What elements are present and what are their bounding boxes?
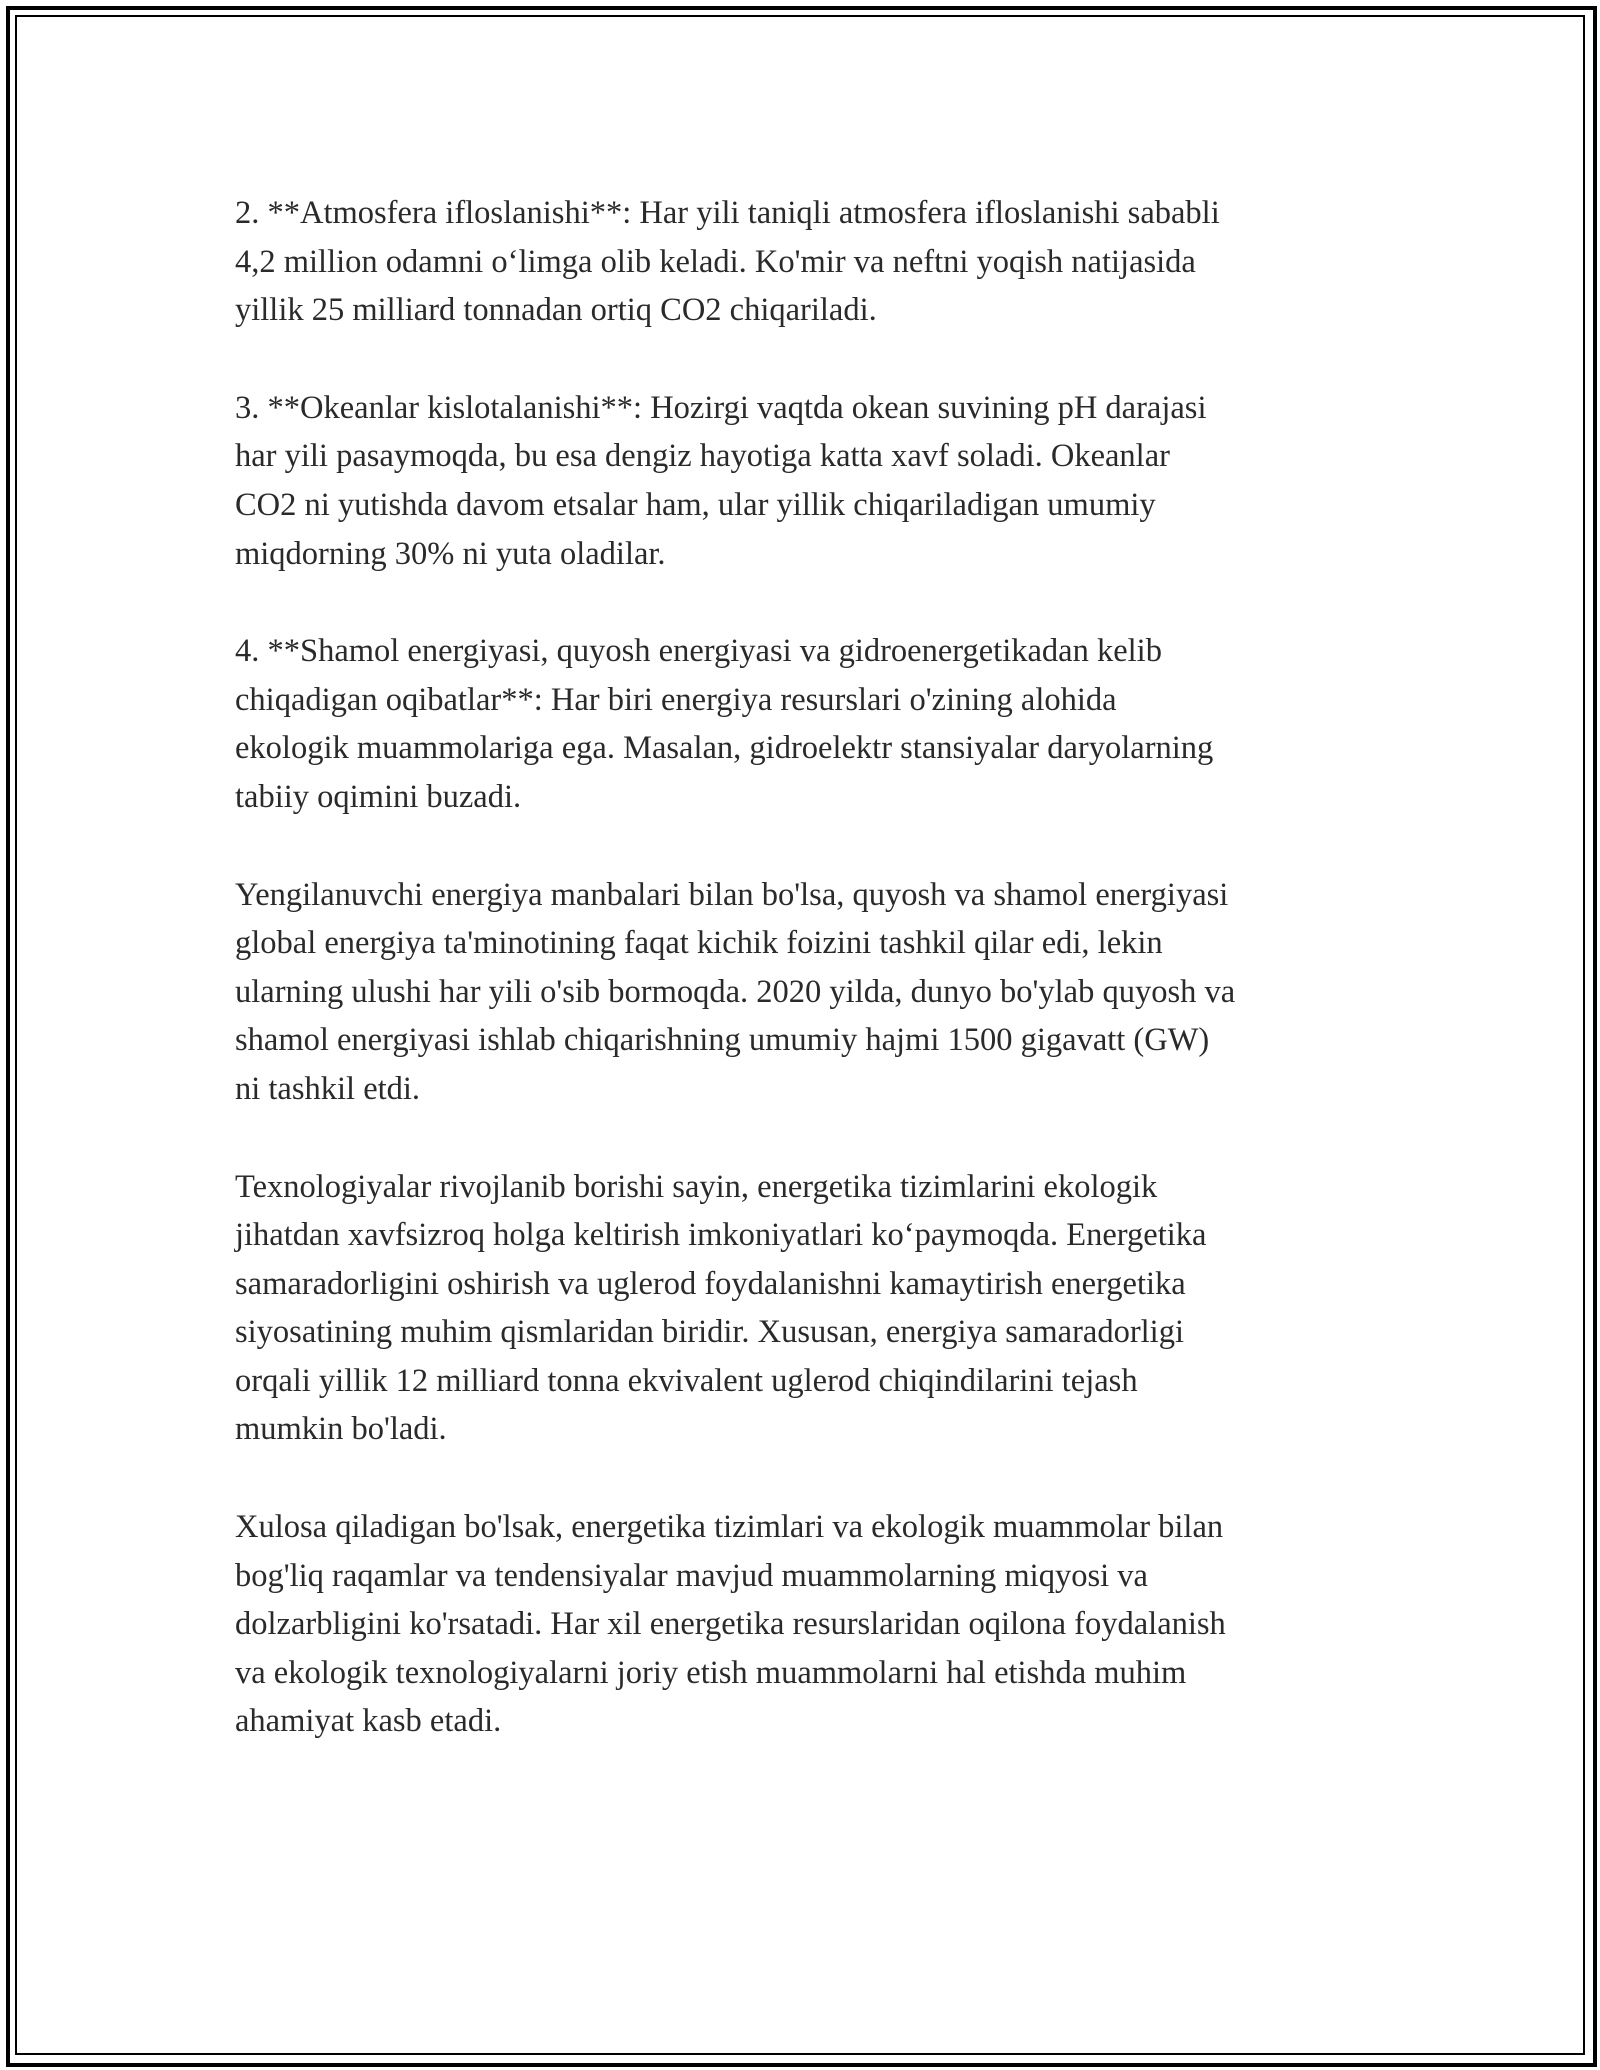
paragraph-renewable-consequences: 4. **Shamol energiyasi, quyosh energiyasi va gidroenergetikadan kelib chiqadigan oqibatlar**: Har biri energiya resurslari o'zining alohida ekologik muammolariga ega. Masalan, gidroelektr stansiyalar daryolarning tabiiy oqimini buzadi. <box>235 633 1214 815</box>
document-body <box>235 189 1375 1746</box>
paragraph-ocean-acidification: 3. **Okeanlar kislotalanishi**: Hozirgi vaqtda okean suvining pH darajasi har yili pasaymoqda, bu esa dengiz hayotiga katta xavf soladi. Okeanlar CO2 ni yutishda davom etsalar ham, ular yillik chiqariladigan umumiy miqdorning 30% ni yuta oladilar. <box>235 389 1207 572</box>
paragraph-atmosphere-pollution: 2. **Atmosfera ifloslanishi**: Har yili taniqli atmosfera ifloslanishi sababli 4,2 million odamni o‘limga olib keladi. Ko'mir va neftni yoqish natijasida yillik 25 milliard tonnadan ortiq CO2 chiqariladi. <box>235 195 1220 329</box>
paragraph-renewable-share: Yengilanuvchi energiya manbalari bilan bo'lsa, quyosh va shamol energiyasi global energiya ta'minotining faqat kichik foizini tashkil qilar edi, lekin ularning ulushi har yili o'sib bormoqda. 2020 yilda, dunyo bo'ylab quyosh va shamol energiyasi ishlab chiqarishning umumiy hajmi 1500 gigavatt (GW) ni tashkil etdi. <box>235 876 1236 1107</box>
paragraph-technology-efficiency: Texnologiyalar rivojlanib borishi sayin, energetika tizimlarini ekologik jihatdan xavfsizroq holga keltirish imkoniyatlari ko‘paymoqda. Energetika samaradorligini oshirish va uglerod foydalanishni kamaytirish energetika siyosatining muhim qismlaridan biridir. Xususan, energiya samaradorligi orqali yillik 12 milliard tonna ekvivalent uglerod chiqindilarini tejash mumkin bo'ladi. <box>235 1168 1207 1448</box>
paragraph-conclusion: Xulosa qiladigan bo'lsak, energetika tizimlari va ekologik muammolar bilan bog'liq raqamlar va tendensiyalar mavjud muammolarning miqyosi va dolzarbligini ko'rsatadi. Har xil energetika resurslaridan oqilona foydalanish va ekologik texnologiyalarni joriy etish muammolarni hal etishda muhim ahamiyat kasb etadi. <box>235 1509 1226 1740</box>
